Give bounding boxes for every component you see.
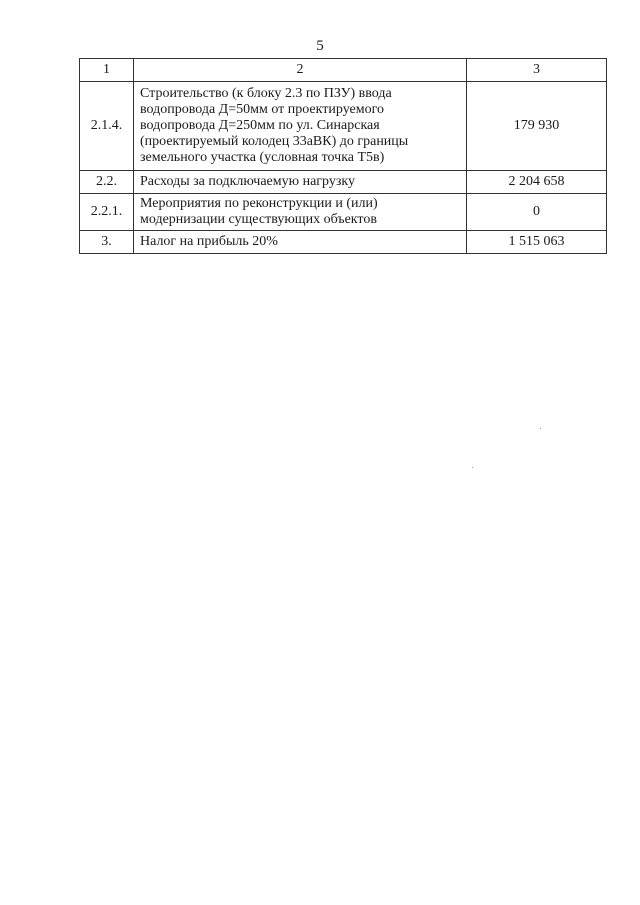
- column-header-2: 2: [134, 59, 467, 82]
- row-value: 1 515 063: [467, 231, 607, 254]
- row-value: 179 930: [467, 82, 607, 171]
- column-header-1: 1: [80, 59, 134, 82]
- row-value: 2 204 658: [467, 171, 607, 194]
- row-number: 2.2.: [80, 171, 134, 194]
- row-value: 0: [467, 194, 607, 231]
- table-row: [80, 171, 607, 194]
- table-row: [80, 82, 607, 171]
- row-description: Расходы за подключаемую нагрузку: [134, 171, 467, 194]
- cost-table: [79, 58, 607, 254]
- column-header-3: 3: [467, 59, 607, 82]
- page-number: 5: [316, 38, 324, 54]
- row-number: 3.: [80, 231, 134, 254]
- row-number: 2.1.4.: [80, 82, 134, 171]
- row-number: 2.2.1.: [80, 194, 134, 231]
- scan-speck: [472, 467, 473, 468]
- row-description: Налог на прибыль 20%: [134, 231, 467, 254]
- table-row: [80, 194, 607, 231]
- row-description: Строительство (к блоку 2.3 по ПЗУ) ввода водопровода Д=50мм от проектируемого водопровода Д=250мм по ул. Синарская (проектируемый колодец 33аВК) до границы земельного участка (условная точка Т5в): [134, 82, 467, 171]
- table-row: [80, 231, 607, 254]
- table-header-row: [80, 59, 607, 82]
- row-description: Мероприятия по реконструкции и (или) модернизации существующих объектов: [134, 194, 467, 231]
- scan-speck: [540, 428, 541, 429]
